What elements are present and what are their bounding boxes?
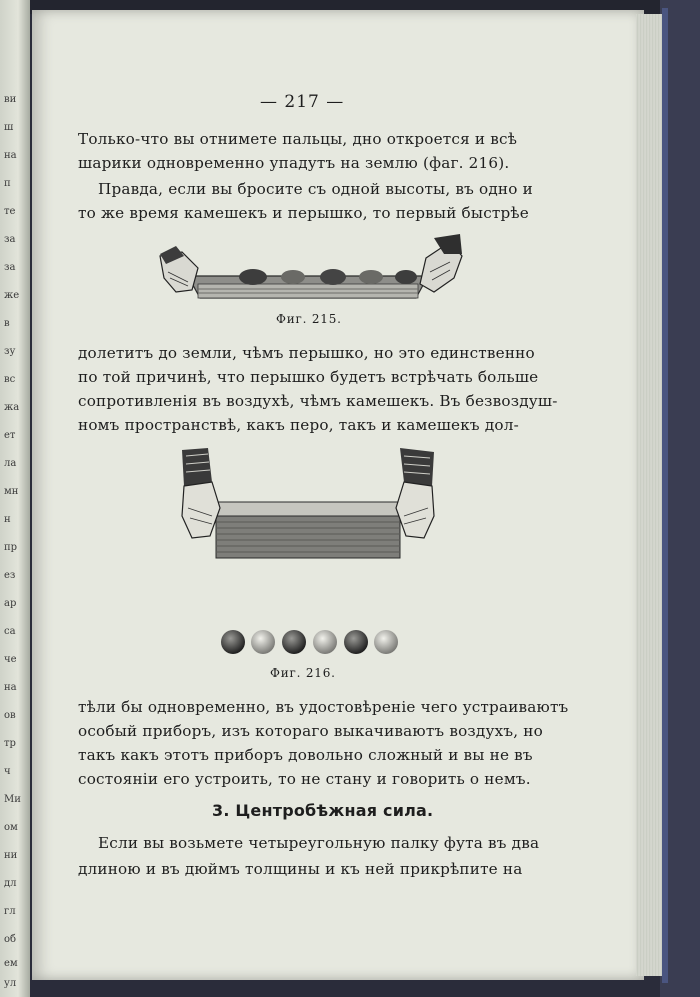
body-text-line: состояніи его устроить, то не стану и говорить о немъ. xyxy=(78,770,531,788)
body-text-line: номъ пространствѣ, какъ перо, такъ и камешекъ дол- xyxy=(78,416,519,434)
figure-215-illustration xyxy=(158,232,463,310)
falling-balls-illustration xyxy=(215,626,405,658)
left-page-fragment: ем xyxy=(4,958,18,969)
figure-216-caption: Фиг. 216. xyxy=(270,666,336,680)
left-page-fragment: те xyxy=(4,206,16,217)
left-page-fragment: ч xyxy=(4,766,11,777)
left-page-fragment: ез xyxy=(4,570,16,581)
body-text-line: долетитъ до земли, чѣмъ перышко, но это единственно xyxy=(78,344,535,362)
body-text-line: шарики одновременно упадутъ на землю (фаг. 216). xyxy=(78,154,510,172)
left-page-fragment: са xyxy=(4,626,16,637)
body-text-line: по той причинѣ, что перышко будетъ встрѣчать больше xyxy=(78,368,539,386)
left-page-edge xyxy=(0,0,30,997)
left-page-fragment: гл xyxy=(4,906,16,917)
left-page-fragment: п xyxy=(4,178,11,189)
left-page-fragment: че xyxy=(4,654,17,665)
left-page-fragment: за xyxy=(4,262,16,273)
left-page-fragment: жа xyxy=(4,402,20,413)
body-text-line: особый приборъ, изъ котораго выкачиваютъ воздухъ, но xyxy=(78,722,543,740)
body-text-line: тѣли бы одновременно, въ удостовѣреніе чего устраиваютъ xyxy=(78,698,569,716)
left-page-fragment: в xyxy=(4,318,10,329)
body-text-line: сопротивленія въ воздухѣ, чѣмъ камешекъ. Въ безвоздуш- xyxy=(78,392,558,410)
left-page-fragment: ар xyxy=(4,598,17,609)
left-page-fragment: за xyxy=(4,234,16,245)
left-page-fragment: ом xyxy=(4,822,18,833)
left-page-fragment: ш xyxy=(4,122,14,133)
left-page-fragment: ни xyxy=(4,850,18,861)
left-page-fragment: Ми xyxy=(4,794,21,805)
body-text-line: Только-что вы отнимете пальцы, дно откроется и всѣ xyxy=(78,130,518,148)
left-page-fragment: мн xyxy=(4,486,19,497)
section-heading: 3. Центробѣжная сила. xyxy=(212,801,434,820)
left-page-fragment: на xyxy=(4,682,17,693)
left-page-fragment: вс xyxy=(4,374,16,385)
body-text-line: Правда, если вы бросите съ одной высоты, въ одно и xyxy=(98,180,533,198)
left-page-fragment: тр xyxy=(4,738,16,749)
left-page-fragment: дл xyxy=(4,878,17,889)
left-page-fragment: ул xyxy=(4,978,17,989)
left-page-fragment: ов xyxy=(4,710,16,721)
page-number: — 217 — xyxy=(260,92,345,112)
left-page-fragment: н xyxy=(4,514,11,525)
binding-edge xyxy=(662,8,668,983)
left-page-fragment: зу xyxy=(4,346,16,357)
left-page-fragment: об xyxy=(4,934,17,945)
left-page-fragment: же xyxy=(4,290,20,301)
left-page-fragment: на xyxy=(4,150,17,161)
body-text-line: длиною и въ дюймъ толщины и къ ней прикрѣпите на xyxy=(78,860,523,878)
left-page-fragment: ви xyxy=(4,94,17,105)
body-text-line: такъ какъ этотъ приборъ довольно сложный и вы не въ xyxy=(78,746,533,764)
figure-215-caption: Фиг. 215. xyxy=(276,312,342,326)
left-page-fragment: ла xyxy=(4,458,17,469)
body-text-line: Если вы возьмете четыреугольную палку фута въ два xyxy=(98,834,540,852)
body-text-line: то же время камешекъ и перышко, то первый быстрѣе xyxy=(78,204,529,222)
left-page-fragment: пр xyxy=(4,542,18,553)
left-page-fragment: ет xyxy=(4,430,16,441)
page-stack-edge xyxy=(636,14,662,976)
figure-216-illustration xyxy=(178,446,438,561)
